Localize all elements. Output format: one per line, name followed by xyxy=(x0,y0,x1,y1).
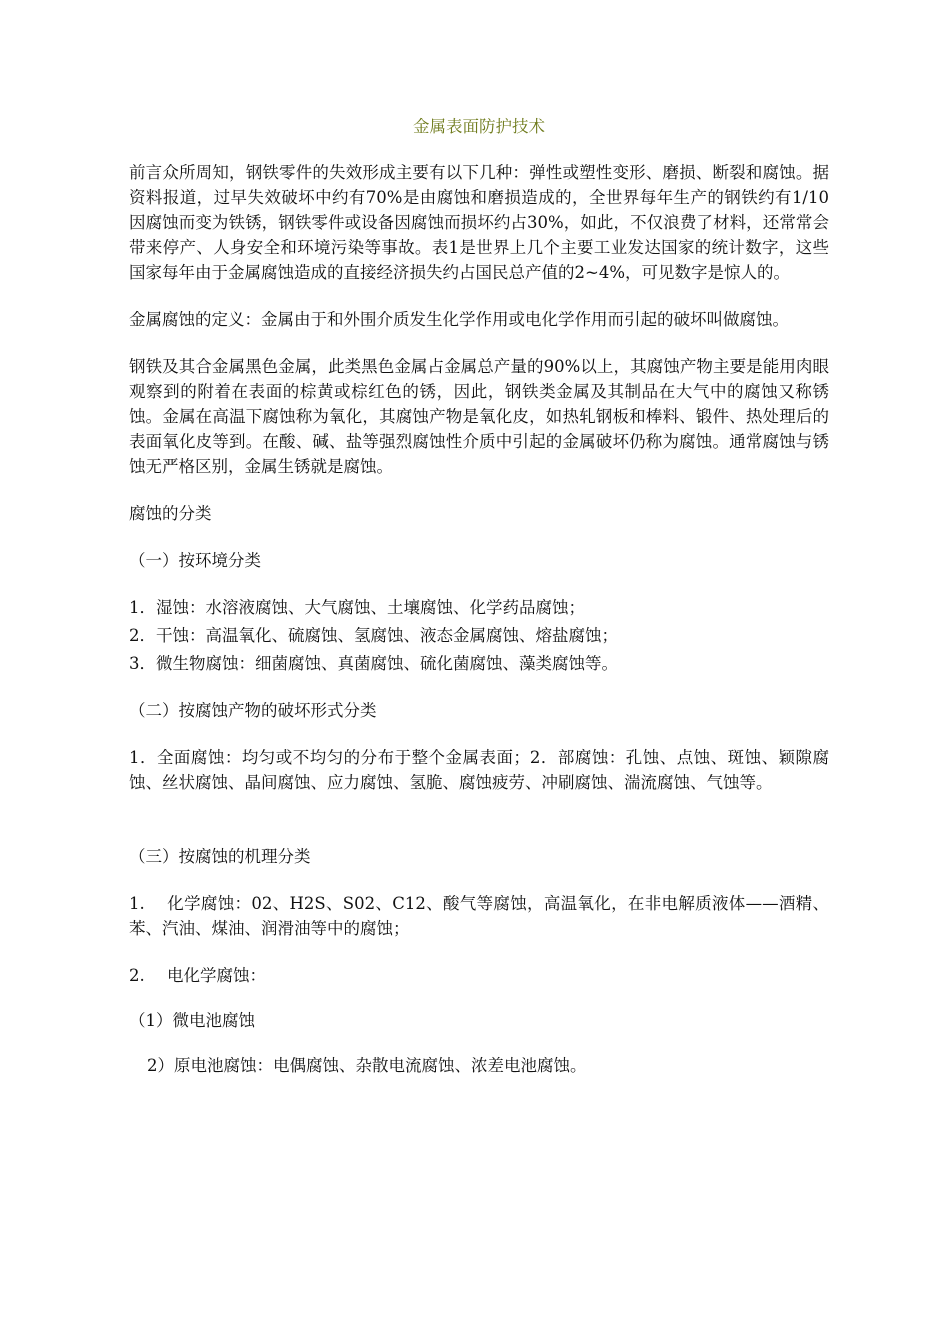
env-list-item-3: 3．微生物腐蚀：细菌腐蚀、真菌腐蚀、硫化菌腐蚀、藻类腐蚀等。 xyxy=(129,654,618,673)
mechanism-list-item-1 xyxy=(129,891,829,941)
ferrous-paragraph: 钢铁及其合金属黑色金属，此类黑色金属占金属总产量的90%以上，其腐蚀产物主要是能用肉眼观察到的附着在表面的棕黄或棕红色的锈，因此，钢铁类金属及其制品在大气中的腐蚀又称锈蚀。金属在高温下腐蚀称为氧化，其腐蚀产物是氧化皮，如热轧钢板和棒料、锻件、热处理后的表面氧化皮等到。在酸、碱、盐等强烈腐蚀性介质中引起的金属破坏仍称为腐蚀。通常腐蚀与锈蚀无严格区别，金属生锈就是腐蚀。 xyxy=(129,357,829,476)
sub-list-item-2: 2）原电池腐蚀：电偶腐蚀、杂散电流腐蚀、浓差电池腐蚀。 xyxy=(147,1056,587,1075)
definition-paragraph: 金属腐蚀的定义：金属由于和外围介质发生化学作用或电化学作用而引起的破坏叫做腐蚀。 xyxy=(129,310,789,329)
intro-paragraph: 前言众所周知，钢铁零件的失效形成主要有以下几种：弹性或塑性变形、磨损、断裂和腐蚀。据资料报道，过早失效破坏中约有70%是由腐蚀和磨损造成的，全世界每年生产的钢铁约有1/10因腐蚀而变为铁锈，钢铁零件或设备因腐蚀而损坏约占30%，如此，不仅浪费了材料，还常常会带来停产、人身安全和环境污染等事故。表1是世界上几个主要工业发达国家的统计数字，这些国家每年由于金属腐蚀造成的直接经济损失约占国民总产值的2~4%，可见数字是惊人的。 xyxy=(129,163,829,282)
list-text: 电化学腐蚀： xyxy=(167,966,266,985)
document-title: 金属表面防护技术 xyxy=(413,117,545,136)
mechanism-list-item-2 xyxy=(129,963,829,988)
sub-list-item-1: （1）微电池腐蚀 xyxy=(129,1011,255,1030)
list-number: 2. xyxy=(129,966,145,985)
classification-heading: 腐蚀的分类 xyxy=(129,504,212,523)
env-list-item-1: 1．湿蚀：水溶液腐蚀、大气腐蚀、土壤腐蚀、化学药品腐蚀； xyxy=(129,598,585,617)
env-list-item-2: 2．干蚀：高温氧化、硫腐蚀、氢腐蚀、液态金属腐蚀、熔盐腐蚀； xyxy=(129,626,618,645)
document-body xyxy=(129,114,829,1078)
list-number: 1. xyxy=(129,894,145,913)
by-form-heading: （二）按腐蚀产物的破坏形式分类 xyxy=(129,701,377,720)
form-list-paragraph: 1．全面腐蚀：均匀或不均匀的分布于整个金属表面；2．部腐蚀：孔蚀、点蚀、斑蚀、颖隙腐蚀、丝状腐蚀、晶间腐蚀、应力腐蚀、氢脆、腐蚀疲劳、冲刷腐蚀、湍流腐蚀、气蚀等。 xyxy=(129,748,829,792)
by-environment-heading: （一）按环境分类 xyxy=(129,551,261,570)
list-text: 化学腐蚀：02、H2S、S02、C12、酸气等腐蚀，高温氧化，在非电解质液体——酒精、苯、汽油、煤油、润滑油等中的腐蚀； xyxy=(129,894,829,938)
by-mechanism-heading: （三）按腐蚀的机理分类 xyxy=(129,847,311,866)
